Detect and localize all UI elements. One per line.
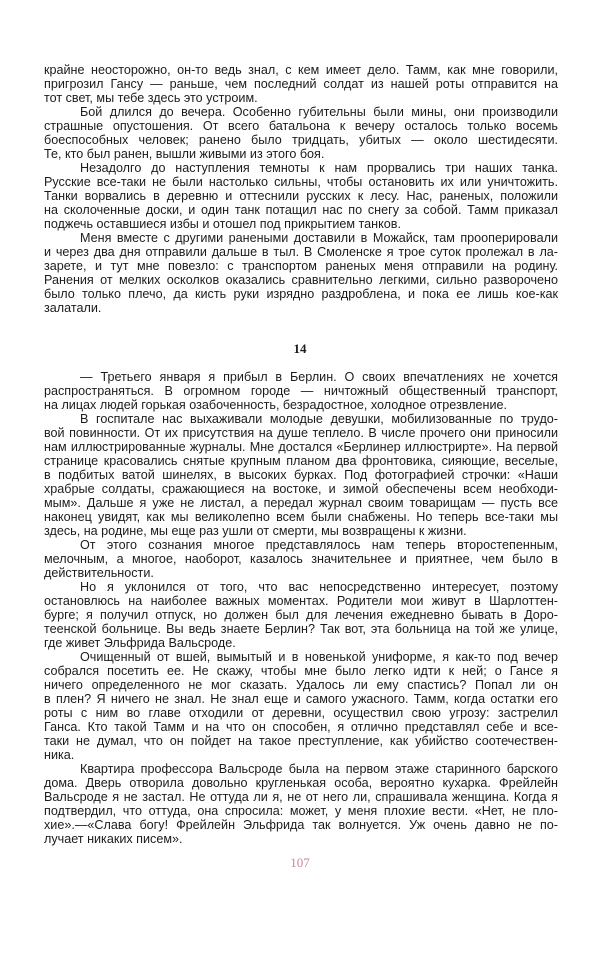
paragraph bbox=[44, 161, 558, 231]
text-line: роты с ним во главе отходили от деревни, осуществил свою угрозу: застрелил bbox=[44, 706, 558, 720]
text-line: подтвердил, что оттуда, она спросила: может, у меня плохие вести. «Нет, не пло- bbox=[44, 804, 558, 818]
text-line: страшные опустошения. От всего батальона к вечеру осталось только восемь bbox=[44, 119, 558, 133]
paragraph bbox=[44, 105, 558, 161]
text-line: было только плечо, да кисть руки изрядно раздроблена, и пока ее лишь кое-как bbox=[44, 287, 558, 301]
paragraph bbox=[44, 650, 558, 762]
text-line: странице красовались снятые крупным планом два фронтовика, сияющие, веселые, bbox=[44, 454, 558, 468]
paragraph bbox=[44, 538, 558, 580]
text-line: ника. bbox=[44, 748, 75, 762]
text-line: дома. Дверь отворила довольно кругленькая особа, вероятно кухарка. Фрейлейн bbox=[44, 776, 558, 790]
text-line: залатали. bbox=[44, 301, 102, 315]
page-number: 107 bbox=[290, 855, 310, 870]
text-line: крайне неосторожно, он-то ведь знал, с кем имеет дело. Тамм, как мне говорили, bbox=[44, 63, 558, 77]
text-line: в плен? Я ничего не знал. Не знал еще и самого ужасного. Тамм, когда остатки его bbox=[44, 692, 558, 706]
text-line: Очищенный от вшей, вымытый и в новенькой униформе, я как-то под вечер bbox=[80, 650, 558, 664]
text-line: на сколоченные доски, и один танк потащил нас по снегу за собой. Тамм приказал bbox=[44, 203, 558, 217]
text-line: где живет Эльфрида Вальсроде. bbox=[44, 636, 236, 650]
text-line: пригрозил Гансу — раньше, чем последний солдат из нашей роты отправится на bbox=[44, 77, 558, 91]
text-line: распространяться. В огромном городе — ничтожный общественный транспорт, bbox=[44, 384, 558, 398]
text-line: — Третьего января я прибыл в Берлин. О своих впечатлениях не хочется bbox=[80, 370, 558, 384]
text-line: в подбитых ватой шинелях, в высоких бурках. Под фотографией строчки: «Наши bbox=[44, 468, 558, 482]
text-line: нам иллюстрированные журналы. Мне достался «Берлинер иллюстрирте». На первой bbox=[44, 440, 558, 454]
text-line: на лицах людей горькая озабоченность, безрадостное, холодное отрезвление. bbox=[44, 398, 508, 412]
text-line: Квартира профессора Вальсроде была на первом этаже старинного барского bbox=[80, 762, 558, 776]
text-line: наконец увидят, как мы великолепно всем были снабжены. Но теперь все-таки мы bbox=[44, 510, 558, 524]
text-line: хие».—«Слава богу! Фрейлейн Эльфрида так волнуется. Уж очень давно не по- bbox=[44, 818, 558, 832]
text-line: лучает никаких писем». bbox=[44, 832, 183, 846]
paragraph bbox=[44, 370, 558, 412]
text-line: Ранения от мелких осколков оказались сравнительно легкими, сильно разворочено bbox=[44, 273, 558, 287]
text-line: Танки ворвались в деревню и оттеснили русских к лесу. Нас, раненых, положили bbox=[44, 189, 558, 203]
text-line: собрался посетить ее. Не скажу, чтобы мне было легко идти к ней; о Гансе я bbox=[44, 664, 558, 678]
text-line: храбрые солдаты, сражающиеся на востоке, и зимой обеспечены всем необходи- bbox=[44, 482, 558, 496]
text-line: поджечь оставшиеся избы и отошел под прикрытием танков. bbox=[44, 217, 401, 231]
text-line: бурге; я получил отпуск, но должен был для лечения ежедневно бывать в Доро- bbox=[44, 608, 558, 622]
text-line: Меня вместе с другими ранеными доставили в Можайск, там прооперировали bbox=[80, 231, 558, 245]
text-line: таки не думал, что он пойдет на такое преступление, как убийство соотечествен- bbox=[44, 734, 558, 748]
paragraph bbox=[44, 762, 558, 846]
text-line: Русские все-таки не были настолько сильны, чтобы остановить их или уничтожить. bbox=[44, 175, 558, 189]
text-line: Незадолго до наступления темноты к нам прорвались три наших танка. bbox=[80, 161, 558, 175]
text-line: боеспособных человек; ранено было тридцать, убитых — около шестидесяти. bbox=[44, 133, 558, 147]
text-line: здесь, на родине, мы еще раз ушли от смерти, мы возвращены к жизни. bbox=[44, 524, 467, 538]
paragraph bbox=[44, 231, 558, 315]
text-line: Те, кто был ранен, вышли живыми из этого боя. bbox=[44, 147, 325, 161]
text-line: В госпитале нас выхаживали молодые девушки, мобилизованные по трудо- bbox=[80, 412, 558, 426]
paragraph bbox=[44, 580, 558, 650]
text-line: мелочным, а многое, наоборот, казалось значительнее и приятнее, чем было в bbox=[44, 552, 558, 566]
text-line: мым». Дальше я уже не листал, а передал журнал своим товарищам — пусть все bbox=[44, 496, 558, 510]
text-line: ничего определенного не мог сказать. Удалось ли ему спастись? Попал ли он bbox=[44, 678, 558, 692]
text-block-before-chapter bbox=[44, 63, 558, 315]
text-line: Но я уклонился от того, что вас непосредственно интересует, поэтому bbox=[80, 580, 558, 594]
text-line: Ганса. Кто такой Тамм и на что он способен, я отлично представлял себе и все- bbox=[44, 720, 558, 734]
text-block-chapter-14 bbox=[44, 370, 558, 846]
text-line: Бой длился до вечера. Особенно губительны были мины, они производили bbox=[80, 105, 558, 119]
paragraph bbox=[44, 63, 558, 105]
text-line: и через два дня отправили дальше в тыл. В Смоленске я трое суток пролежал в ла- bbox=[44, 245, 558, 259]
paragraph bbox=[44, 412, 558, 538]
text-line: зарете, и тут мне повезло: с транспортом раненых меня отправили на родину. bbox=[44, 259, 558, 273]
text-line: От этого сознания многое представлялось нам теперь второстепенным, bbox=[80, 538, 558, 552]
text-line: теенской больнице. Вы ведь знаете Берлин? Так вот, эта больница на той же улице, bbox=[44, 622, 558, 636]
text-line: Вальсроде я не застал. Не оттуда ли я, не от него ли, спрашивала женщина. Когда я bbox=[44, 790, 558, 804]
text-line: остановлюсь на наиболее важных моментах. Родители мои живут в Шарлоттен- bbox=[44, 594, 558, 608]
text-line: действительности. bbox=[44, 566, 154, 580]
text-line: тот свет, мы тебе здесь это устроим. bbox=[44, 91, 258, 105]
chapter-number: 14 bbox=[293, 341, 307, 356]
text-line: вой повинности. От их присутствия на душе теплело. В числе прочего они приносили bbox=[44, 426, 558, 440]
